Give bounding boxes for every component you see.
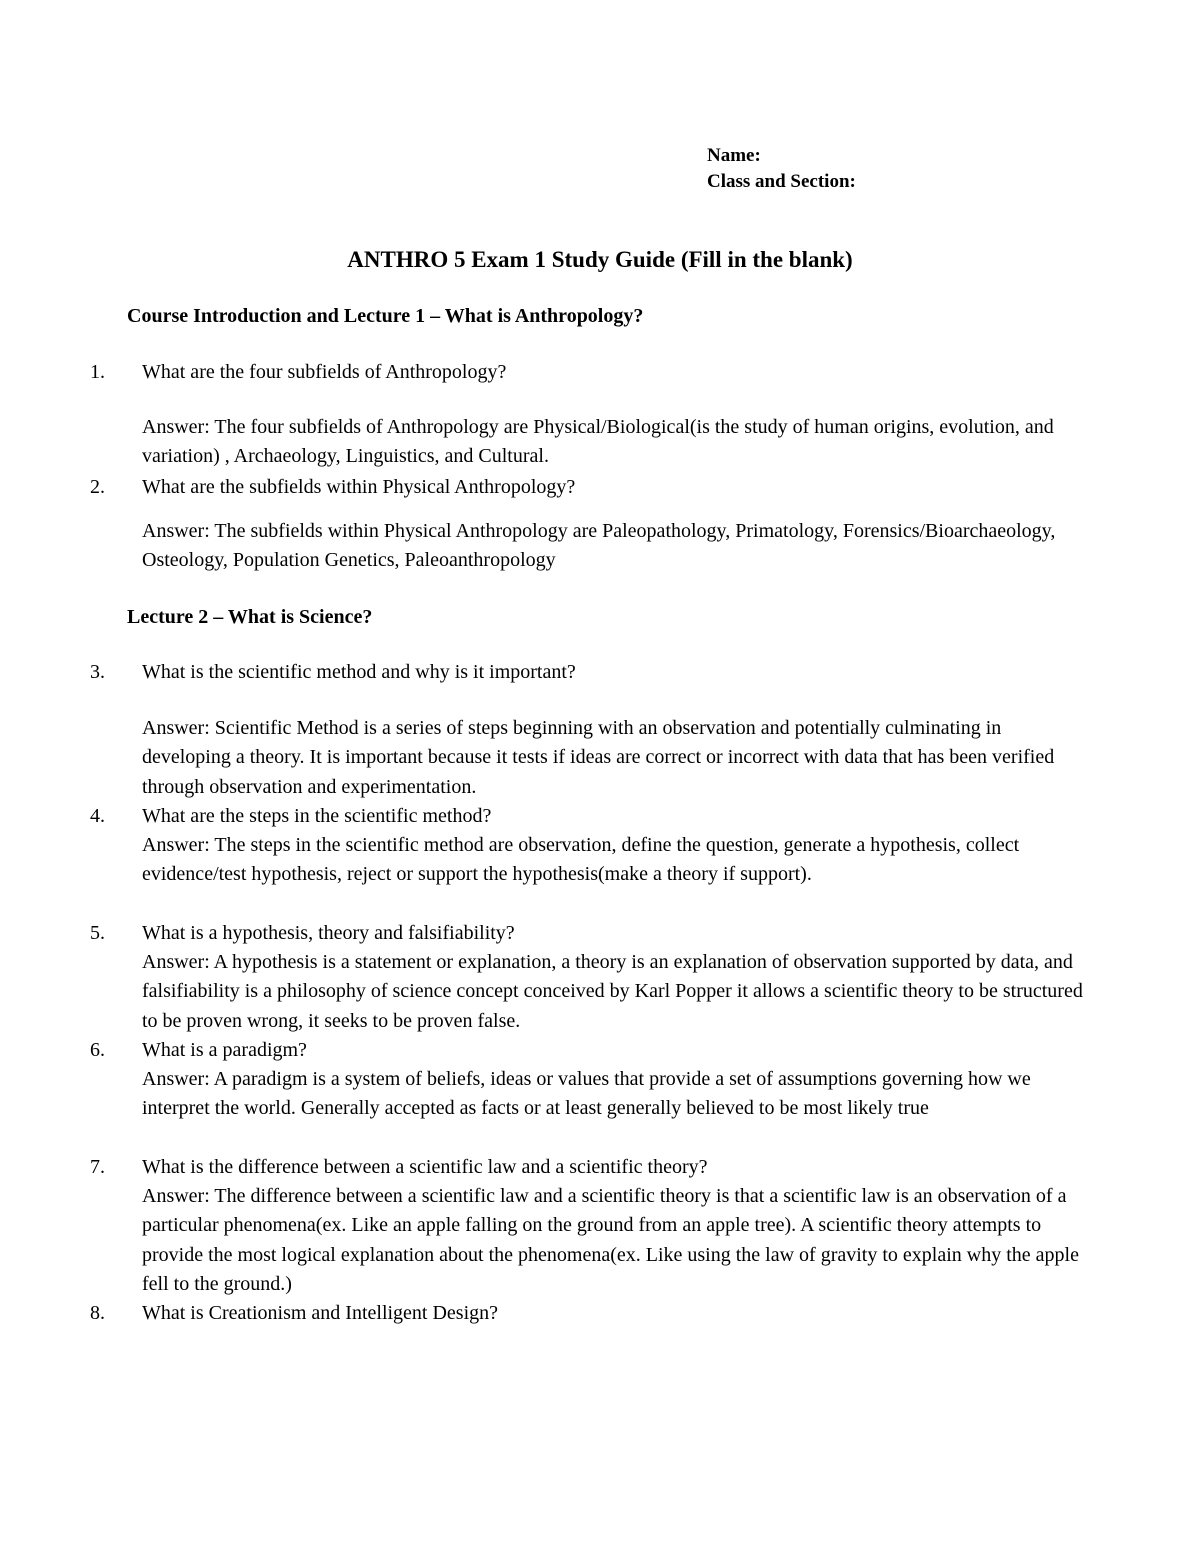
question-number: 5.: [90, 922, 105, 944]
question-text: What is the difference between a scientific law and a scientific theory?: [142, 1156, 708, 1178]
question-number: 4.: [90, 805, 105, 827]
question-text: What are the four subfields of Anthropology?: [142, 361, 507, 383]
question-text: What are the subfields within Physical Anthropology?: [142, 476, 576, 498]
answer-text: Answer: A hypothesis is a statement or explanation, a theory is an explanation of observation supported by data, and falsifiability is a philosophy of science concept conceived by Karl Popper it allows a scientific theory to be structured to be proven wrong, it seeks to be proven false.: [142, 951, 1083, 1032]
answer-text: Answer: The difference between a scientific law and a scientific theory is that a scientific law is an observation of a particular phenomena(ex. Like an apple falling on the ground from an apple tree). A scientific theory attempts to provide the most logical explanation about the phenomena(ex. Like using the law of gravity to explain why the apple fell to the ground.): [142, 1185, 1079, 1295]
question-number: 8.: [90, 1302, 105, 1324]
name-label: Name:: [707, 145, 761, 166]
question-number: 3.: [90, 661, 105, 683]
answer-text: Answer: The subfields within Physical Anthropology are Paleopathology, Primatology, Forensics/Bioarchaeology, Osteology, Population Genetics, Paleoanthropology: [142, 520, 1056, 572]
question-text: What is Creationism and Intelligent Design?: [142, 1302, 499, 1324]
answer-text: Answer: Scientific Method is a series of steps beginning with an observation and potentially culminating in developing a theory. It is important because it tests if ideas are correct or incorrect with data that has been verified through observation and experimentation.: [142, 717, 1055, 798]
question-text: What is the scientific method and why is it important?: [142, 661, 576, 683]
question-number: 2.: [90, 476, 105, 498]
class-section-label: Class and Section:: [707, 171, 856, 192]
student-info-block: [707, 143, 856, 195]
question-text: What is a hypothesis, theory and falsifiability?: [142, 922, 515, 944]
section-heading-lecture-1: Course Introduction and Lecture 1 – What is Anthropology?: [127, 305, 644, 327]
question-number: 7.: [90, 1156, 105, 1178]
question-text: What is a paradigm?: [142, 1039, 307, 1061]
question-number: 6.: [90, 1039, 105, 1061]
answer-text: Answer: A paradigm is a system of beliefs, ideas or values that provide a set of assumptions governing how we interpret the world. Generally accepted as facts or at least generally believed to be most likely true: [142, 1068, 1031, 1120]
section-heading-lecture-2: Lecture 2 – What is Science?: [127, 606, 373, 628]
answer-text: Answer: The four subfields of Anthropology are Physical/Biological(is the study of human origins, evolution, and variation) , Archaeology, Linguistics, and Cultural.: [142, 416, 1054, 468]
document-title: ANTHRO 5 Exam 1 Study Guide (Fill in the blank): [347, 247, 853, 272]
answer-text: Answer: The steps in the scientific method are observation, define the question, generate a hypothesis, collect evidence/test hypothesis, reject or support the hypothesis(make a theory if support).: [142, 834, 1020, 886]
question-number: 1.: [90, 361, 105, 383]
question-text: What are the steps in the scientific method?: [142, 805, 492, 827]
